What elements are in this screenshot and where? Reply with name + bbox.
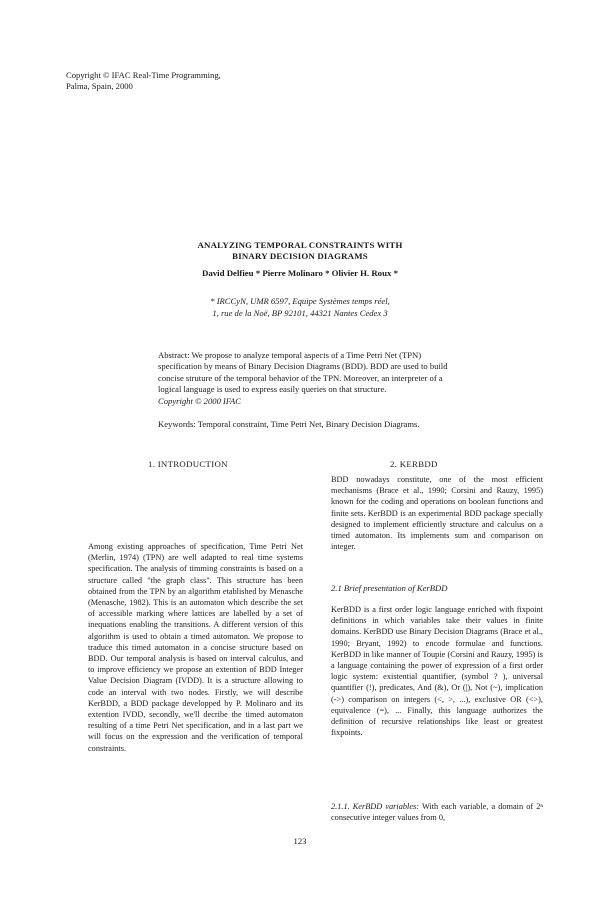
introduction-paragraph: Among existing approaches of specification, Time Petri Net (Merlin, 1974) (TPN) are well adapted to real time systems specification. The analysis of timming constraints is based on a structure called "the graph class". This structure has been obtained from the TPN by an algorithm etablished by Menasche (Menasche, 1982). This is an automaton which describe the set of accessible marking where lattices are labelled by a set of inequations enabling the transitions. A different version of this algorithm is used to obtain a timed automaton. We propose to traduce this timed automaton in a concise structure based on BDD. Our temporal analysis is based on interval calculus, and to improve efficiency we propose an extention of BDD Integer Value Decision Diagram (IVDD). It is a structure allowing to code an interval with two nodes. Firstly, we will describe KerBDD, a BDD package developped by P. Molinaro and its extention IVDD, secondly, we'll decribe the timed automaton resulting of a time Petri Net specification, and in a last part we will focus on the expression and the verification of temporal constraints. xyxy=(88,542,303,753)
right-column-kerbdd-intro xyxy=(331,474,543,552)
authors: David Delfieu * Pierre Molinaro * Olivier H. Roux * xyxy=(202,268,398,278)
title-line-1: ANALYZING TEMPORAL CONSTRAINTS WITH xyxy=(197,240,403,250)
abstract-copyright: Copyright © 2000 IFAC xyxy=(158,395,241,406)
right-column-subsection-2-1-1 xyxy=(331,801,543,823)
subsection-2-1-paragraph: KerBDD is a first order logic language enriched with fixpoint definitions in which variables take their values in finite domains. KerBDD use Binary Decision Diagrams (Brace et al., 1990; Bryant, 1992) to encode formulae and functions. KerBDD in like manner of Toupie (Corsini and Rauzy, 1995) is a language containing the power of expression of a first order logic system: existential quantifier, (symbol ? ), universal quantifier (!), predicates, And (&), Or (|), Not (~), implication (->) comparison on integers (<, >, ...), exclusive OR (<>), equivalence (=), ... Finally, this language authorizes the definition of recursive relationships like least or greatest fixpoints. xyxy=(331,605,543,738)
subsection-2-1-1-paragraph xyxy=(331,801,543,823)
section-heading-kerbdd: 2. KERBDD xyxy=(390,459,438,469)
left-column xyxy=(88,541,303,754)
abstract-text: Abstract: We propose to analyze temporal aspects of a Time Petri Net (TPN) specification by means of Binary Decision Diagrams (BDD). BDD are used to build concise struture of the temporal behavior of the TPN. Moreover, an interpreter of a logical language is used to express easily queries on that structure. xyxy=(158,350,448,395)
subsection-heading-2-1 xyxy=(331,583,447,593)
abstract xyxy=(158,350,456,407)
subsection-2-1-1-title: 2.1.1. KerBDD variables: xyxy=(331,802,419,811)
keywords: Keywords: Temporal constraint, Time Petri Net, Binary Decision Diagrams. xyxy=(158,419,420,429)
copyright-notice xyxy=(66,70,326,92)
copyright-line-2: Palma, Spain, 2000 xyxy=(66,81,133,91)
kerbdd-paragraph: BDD nowadays constitute, one of the most efficient mechanisms (Brace et al., 1990; Corsini and Rauzy, 1995) known for the coding and operations on boolean functions and finite sets. KerBDD is an experimental BDD package specially designed to implement efficiently structure and calculus on a timed automaton. Its implements sum and comparison on integer. xyxy=(331,475,543,552)
affiliation xyxy=(120,296,480,319)
page-number: 123 xyxy=(293,836,307,846)
paper-title xyxy=(120,240,480,261)
affiliation-line-1: * IRCCyN, UMR 6597, Equipe Systèmes temps réel, xyxy=(210,296,390,306)
affiliation-line-2: 1, rue de la Noë, BP 92101, 44321 Nantes Cedex 3 xyxy=(212,307,388,318)
subsection-2-1-title: 2.1 Brief presentation of KerBDD xyxy=(331,583,448,593)
copyright-line-1: Copyright © IFAC Real-Time Programming, xyxy=(66,70,221,80)
right-column-subsection-2-1 xyxy=(331,604,543,738)
subsection-2-1-1-text: With each variable, a domain of 2ⁿ consecutive integer values from 0, xyxy=(331,802,543,823)
title-line-2: BINARY DECISION DIAGRAMS xyxy=(232,250,368,261)
section-heading-introduction: 1. INTRODUCTION xyxy=(148,459,228,469)
